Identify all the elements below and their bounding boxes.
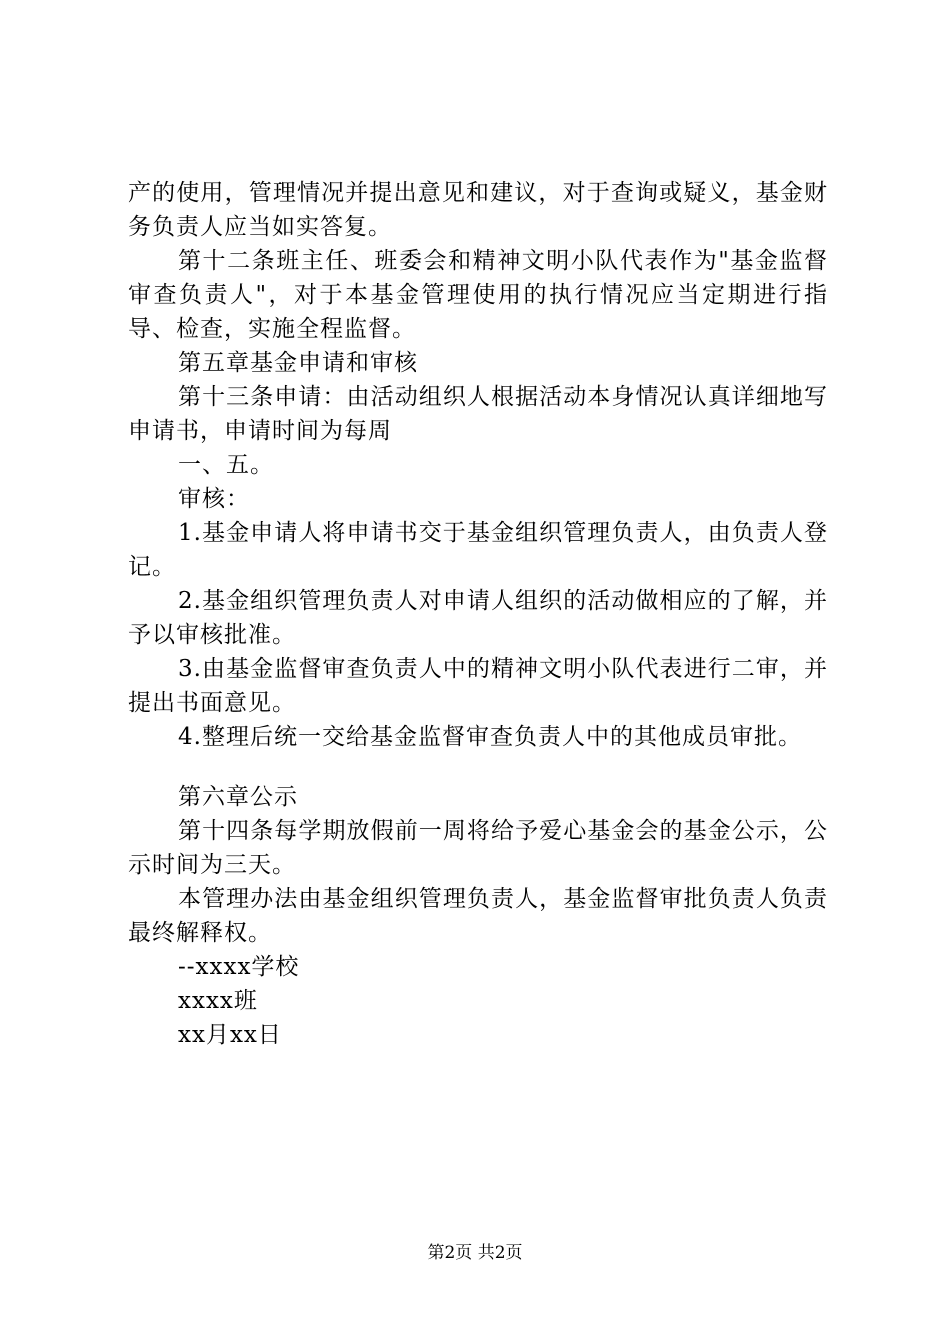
- chapter-5-heading: 第五章基金申请和审核: [178, 350, 418, 376]
- section-gap: [128, 754, 828, 780]
- document-body: [128, 176, 828, 1052]
- signature-class: xxxx班: [178, 988, 258, 1014]
- review-label: 审核：: [178, 486, 250, 512]
- signature-date: xx月xx日: [178, 1022, 282, 1048]
- application-days: 一、五。: [178, 452, 274, 478]
- signature-school: --xxxx学校: [178, 954, 300, 980]
- article-13: 第十三条申请：由活动组织人根据活动本身情况认真详细地写申请书，申请时间为每周: [128, 384, 828, 444]
- paragraph-continuation: 产的使用，管理情况并提出意见和建议，对于查询或疑义，基金财务负责人应当如实答复。: [128, 180, 828, 240]
- article-14: 第十四条每学期放假前一周将给予爱心基金会的基金公示，公示时间为三天。: [128, 818, 828, 878]
- review-step-2: 2.基金组织管理负责人对申请人组织的活动做相应的了解，并予以审核批准。: [128, 588, 828, 648]
- page-footer: 第2页 共2页: [427, 1243, 523, 1263]
- review-step-4: 4.整理后统一交给基金监督审查负责人中的其他成员审批。: [178, 724, 802, 750]
- review-step-3: 3.由基金监督审查负责人中的精神文明小队代表进行二审，并提出书面意见。: [128, 656, 828, 716]
- review-step-1: 1.基金申请人将申请书交于基金组织管理负责人，由负责人登记。: [128, 520, 828, 580]
- article-12: 第十二条班主任、班委会和精神文明小队代表作为"基金监督审查负责人"，对于本基金管理使用的执行情况应当定期进行指导、检查，实施全程监督。: [128, 248, 828, 342]
- chapter-6-heading: 第六章公示: [178, 784, 298, 810]
- interpretation-clause: 本管理办法由基金组织管理负责人，基金监督审批负责人负责最终解释权。: [128, 886, 828, 946]
